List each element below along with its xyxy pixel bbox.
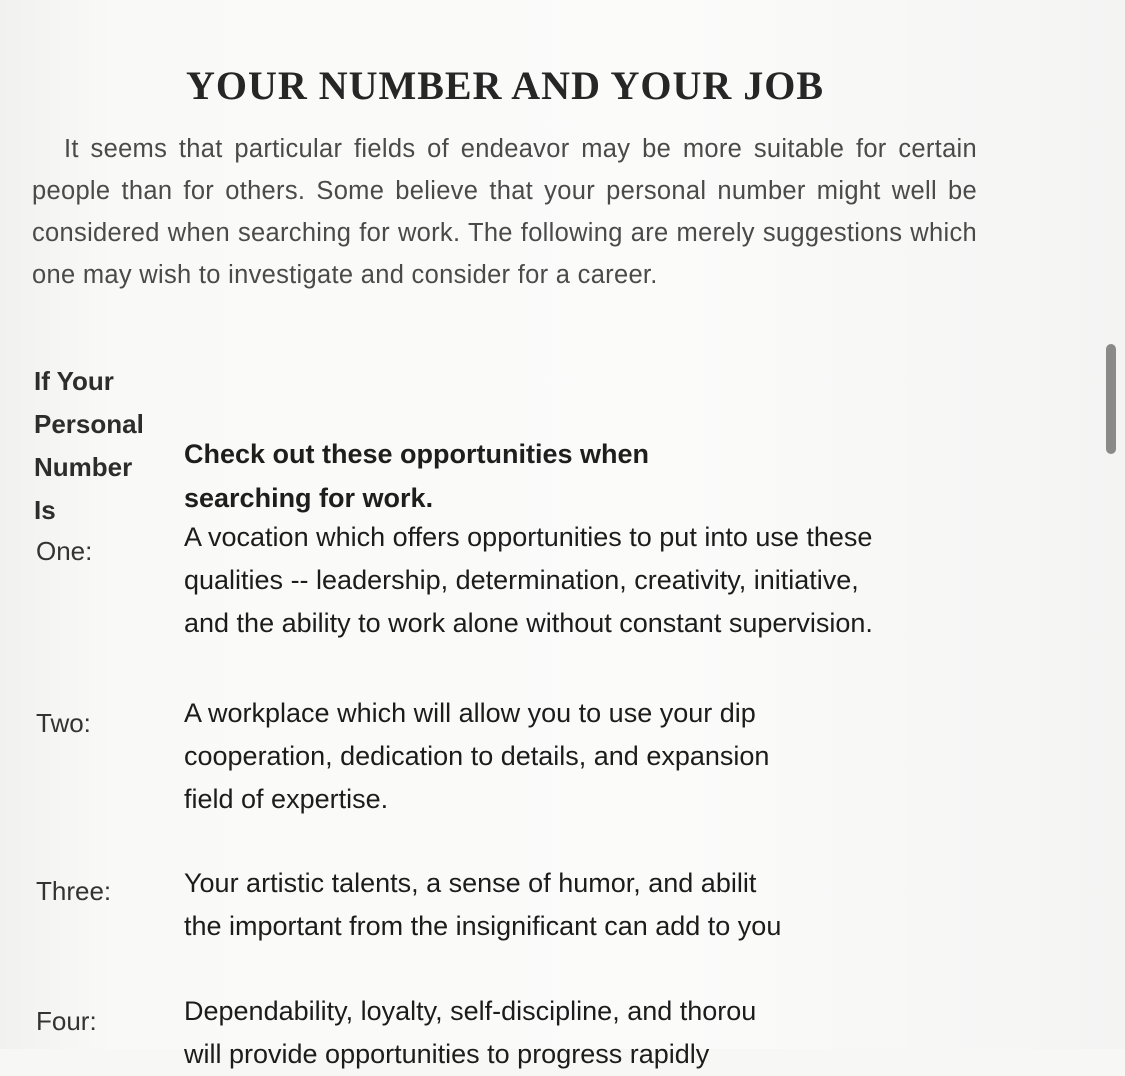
intro-paragraph: It seems that particular fields of endeavor may be more suitable for certain people than for others. Some believe that your personal number might well be considered when searching for work. The following are merely suggestions which one may wish to investigate and consider for a career. <box>32 135 977 289</box>
row-text-line: the important from the insignificant can add to you <box>184 911 782 941</box>
column-header-number <box>34 360 174 532</box>
row-text-four <box>184 990 874 1069</box>
row-text-line: and the ability to work alone without constant supervision. <box>184 608 873 638</box>
row-text-line: field of expertise. <box>184 784 389 814</box>
row-label-two: Two: <box>36 708 91 738</box>
column-header-opportunities <box>184 432 804 520</box>
row-label-one: One: <box>36 536 93 566</box>
row-text-line: A workplace which will allow you to use your dip <box>184 698 756 728</box>
column-header-number-line: If Your <box>34 366 114 396</box>
page-title: YOUR NUMBER AND YOUR JOB <box>185 63 825 108</box>
column-header-opportunities-line: Check out these opportunities when <box>184 439 650 469</box>
row-label-four: Four: <box>36 1006 97 1036</box>
scrollbar-thumb[interactable] <box>1106 344 1116 454</box>
column-header-number-line: Number <box>34 452 133 482</box>
row-label-three: Three: <box>36 876 112 906</box>
row-text-one <box>184 516 984 645</box>
column-header-number-line: Is <box>34 495 56 525</box>
column-header-opportunities-line: searching for work. <box>184 483 434 513</box>
row-text-line: Dependability, loyalty, self-discipline, and thorou <box>184 996 757 1026</box>
row-text-line: A vocation which offers opportunities to put into use these <box>184 522 873 552</box>
row-text-line: will provide opportunities to progress rapidly <box>184 1039 710 1069</box>
row-text-line: Your artistic talents, a sense of humor, and abilit <box>184 868 757 898</box>
row-text-line: cooperation, dedication to details, and expansion <box>184 741 770 771</box>
column-header-number-line: Personal <box>34 409 144 439</box>
row-text-three <box>184 862 874 948</box>
row-text-line: qualities -- leadership, determination, creativity, initiative, <box>184 565 859 595</box>
row-text-two <box>184 692 874 821</box>
